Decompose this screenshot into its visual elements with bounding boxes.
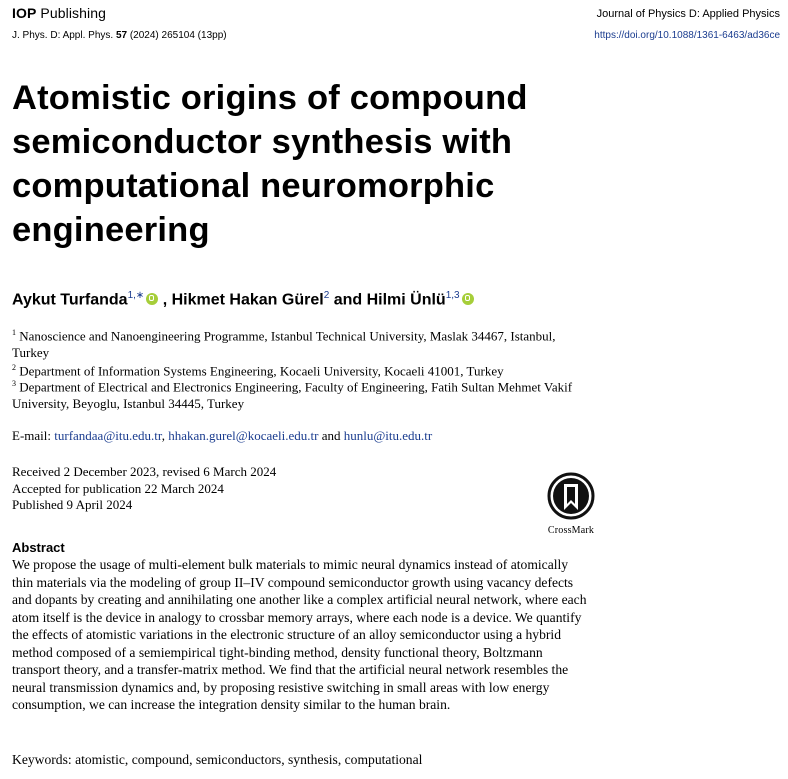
email-link[interactable]: hhakan.gurel@kocaeli.edu.tr — [168, 428, 319, 443]
affiliation — [12, 376, 582, 412]
received-date: Received 2 December 2023, revised 6 March 2024 — [12, 464, 277, 479]
published-date: Published 9 April 2024 — [12, 497, 133, 512]
email-label: E-mail: — [12, 428, 55, 443]
email-link[interactable]: turfandaa@itu.edu.tr — [54, 428, 162, 443]
author-separator: and — [329, 291, 367, 309]
abstract-text: We propose the usage of multi-element bulk materials to mimic neural dynamics instead of atomically thin materials via the modeling of group II–IV compound semiconductor growth using vacancy defects and dopants by creating and annihilating one another like a complex artificial neural network, where each atom itself is the device in analogy to crossbar memory arrays, where each node is a device. We quantify the effects of atomistic variations in the electronic structure of an alloy semiconductor using a hybrid method composed of a semiempirical tight-binding method, density functional theory, Boltzmann transport theory, and a transfer-matrix method. We find that the artificial neural network resembles the neural transmission dynamics and, by proposing resistive switching in small areas with low energy consumption, we can increase the integration density similar to the human brain. — [12, 557, 587, 712]
author-name: Hilmi Ünlü — [366, 291, 446, 309]
email-link[interactable]: hunlu@itu.edu.tr — [343, 428, 433, 443]
crossmark-icon — [546, 472, 596, 520]
publisher-name-strong: IOP — [12, 5, 37, 21]
orcid-icon[interactable] — [146, 293, 158, 305]
author-list — [12, 290, 474, 309]
publisher-logo — [12, 5, 106, 21]
crossmark-label: CrossMark — [547, 525, 595, 536]
keywords-label: Keywords: — [12, 752, 76, 767]
keywords-line — [12, 752, 422, 768]
affiliation — [12, 325, 582, 361]
email-separator: and — [318, 428, 344, 443]
doi-link[interactable]: https://doi.org/10.1088/1361-6463/ad36ce — [594, 30, 780, 41]
accepted-date: Accepted for publication 22 March 2024 — [12, 480, 224, 496]
keywords-list: atomistic, compound, semiconductors, synthesis, computational — [75, 752, 423, 767]
affiliation-number: 1 — [12, 328, 16, 337]
citation-prefix: J. Phys. D: Appl. Phys. — [12, 30, 116, 41]
citation-volume: 57 — [115, 30, 128, 41]
affiliation-text: Nanoscience and Nanoengineering Programme, Istanbul Technical University, Maslak 34467, Istanbul, Turkey — [12, 328, 556, 360]
paper-title: Atomistic origins of compound semiconductor synthesis with computational neuromorphic engineering — [12, 79, 528, 249]
author-separator: , — [158, 291, 172, 309]
publication-dates — [12, 464, 276, 514]
email-line — [12, 428, 432, 444]
citation-line — [12, 30, 227, 41]
author-affiliation-ref[interactable]: 2 — [323, 290, 330, 301]
orcid-icon[interactable] — [462, 293, 474, 305]
affiliation-number: 2 — [12, 363, 16, 372]
email-separator: , — [161, 428, 169, 443]
author-affiliation-ref[interactable]: 1,3 — [445, 290, 460, 301]
publisher-name-rest: Publishing — [36, 5, 107, 21]
author-name: Hikmet Hakan Gürel — [171, 291, 324, 309]
citation-suffix: (2024) 265104 (13pp) — [127, 30, 227, 41]
affiliation-text: Department of Information Systems Engineering, Kocaeli University, Kocaeli 41001, Turkey — [16, 363, 504, 379]
crossmark-button[interactable] — [542, 472, 600, 536]
abstract-heading: Abstract — [12, 540, 65, 555]
author-affiliation-ref[interactable]: 1,∗ — [127, 290, 145, 301]
author-name: Aykut Turfanda — [12, 291, 128, 309]
journal-name: Journal of Physics D: Applied Physics — [596, 8, 780, 20]
affiliation-number: 3 — [12, 379, 16, 388]
affiliation-text: Department of Electrical and Electronics Engineering, Faculty of Engineering, Fatih Sultan Mehmet Vakif University, Beyoglu, Istanbul 34445, Turkey — [12, 379, 573, 411]
